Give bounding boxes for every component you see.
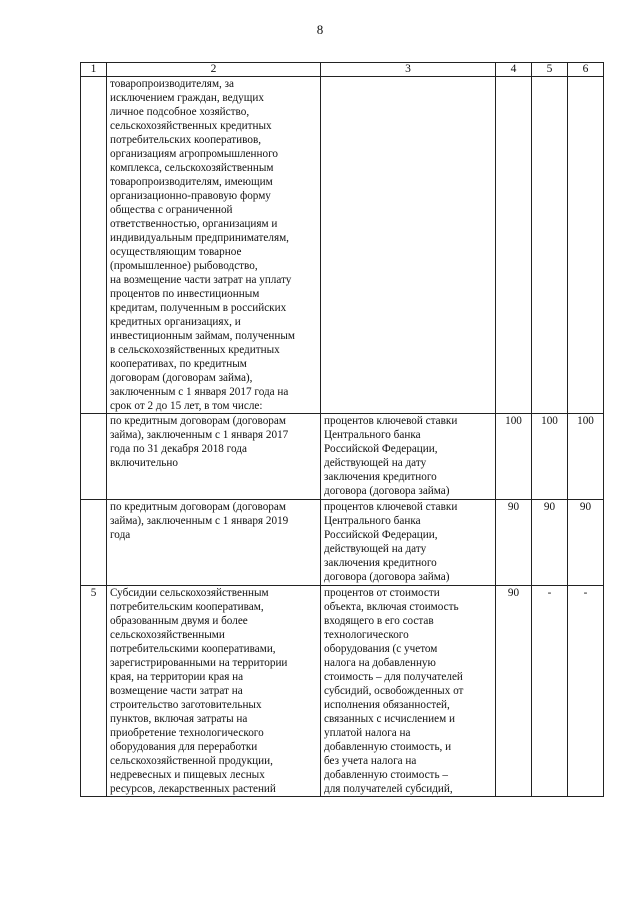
- value-cell: 100: [496, 414, 532, 500]
- value-cell: 100: [568, 414, 604, 500]
- value-cell: -: [532, 586, 568, 797]
- subsidy-table: [80, 62, 604, 797]
- rate-basis-cell: [321, 77, 496, 414]
- value-cell: [496, 77, 532, 414]
- row-number-cell: [81, 414, 107, 500]
- header-cell: 6: [568, 63, 604, 77]
- header-cell: 1: [81, 63, 107, 77]
- table-row: [81, 500, 604, 586]
- table-header-row: [81, 63, 604, 77]
- value-cell: 90: [496, 500, 532, 586]
- page-number: 8: [316, 22, 324, 37]
- header-cell: 5: [532, 63, 568, 77]
- value-cell: 90: [568, 500, 604, 586]
- description-cell: Субсидии сельскохозяйственным потребительским кооперативам, образованным двумя и более сельскохозяйственными потребительскими кооперативами, зарегистрированными на территории края, на территории края на возмещение части затрат на строительство заготовительных пунктов, включая затраты на приобретение технологического оборудования для переработки сельскохозяйственной продукции, недревесных и пищевых лесных ресурсов, лекарственных растений: [107, 586, 321, 797]
- value-cell: 90: [532, 500, 568, 586]
- value-cell: 90: [496, 586, 532, 797]
- description-cell: товаропроизводителям, за исключением граждан, ведущих личное подсобное хозяйство, сельскохозяйственных кредитных потребительских кооперативов, организациям агропромышленного комплекса, сельскохозяйственным товаропроизводителям, имеющим организационно-правовую форму общества с ограниченной ответственностью, организациям и индивидуальным предпринимателям, осуществляющим товарное (промышленное) рыбоводство, на возмещение части затрат на уплату процентов по инвестиционным кредитам, полученным в российских кредитных организациях, и инвестиционным займам, полученным в сельскохозяйственных кредитных кооперативах, по кредитным договорам (договорам займа), заключенным с 1 января 2017 года на срок от 2 до 15 лет, в том числе:: [107, 77, 321, 414]
- row-number-cell: 5: [81, 586, 107, 797]
- description-cell: по кредитным договорам (договорам займа), заключенным с 1 января 2019 года: [107, 500, 321, 586]
- rate-basis-cell: процентов ключевой ставки Центрального банка Российской Федерации, действующей на дату заключения кредитного договора (договора займа): [321, 414, 496, 500]
- value-cell: -: [568, 586, 604, 797]
- value-cell: [532, 77, 568, 414]
- header-cell: 3: [321, 63, 496, 77]
- description-cell: по кредитным договорам (договорам займа), заключенным с 1 января 2017 года по 31 декабря 2018 года включительно: [107, 414, 321, 500]
- value-cell: [568, 77, 604, 414]
- table-row: [81, 77, 604, 414]
- header-cell: 4: [496, 63, 532, 77]
- header-cell: 2: [107, 63, 321, 77]
- rate-basis-cell: процентов от стоимости объекта, включая стоимость входящего в его состав технологического оборудования (с учетом налога на добавленную стоимость – для получателей субсидий, освобожденных от исполнения обязанностей, связанных с исчислением и уплатой налога на добавленную стоимость, и без учета налога на добавленную стоимость – для получателей субсидий,: [321, 586, 496, 797]
- row-number-cell: [81, 77, 107, 414]
- table-row: [81, 586, 604, 797]
- rate-basis-cell: процентов ключевой ставки Центрального банка Российской Федерации, действующей на дату заключения кредитного договора (договора займа): [321, 500, 496, 586]
- value-cell: 100: [532, 414, 568, 500]
- row-number-cell: [81, 500, 107, 586]
- table-row: [81, 414, 604, 500]
